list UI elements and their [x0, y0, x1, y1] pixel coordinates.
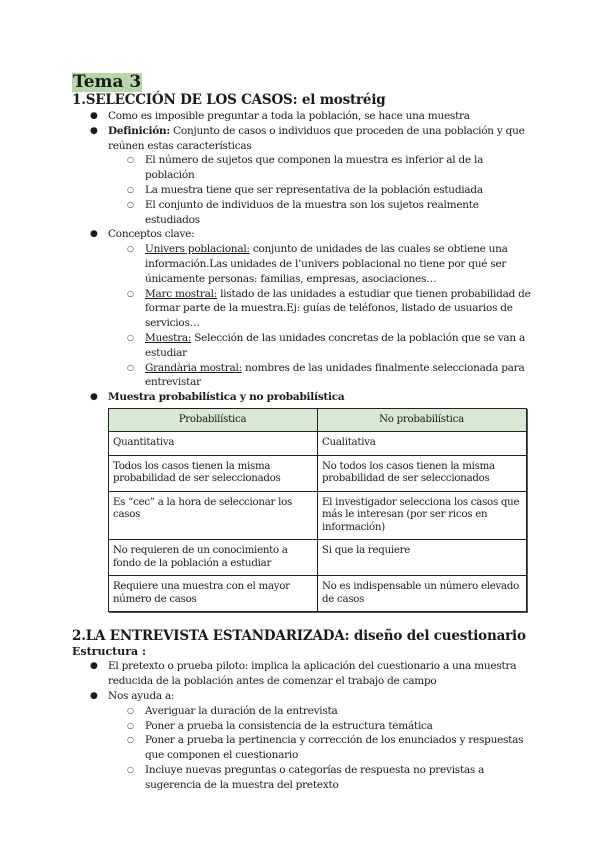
section2-list [72, 659, 532, 792]
bullet-icon: ● [90, 691, 98, 702]
sublist-item [72, 763, 532, 793]
list-item-definicion [72, 124, 532, 228]
bullet-icon: ● [90, 125, 98, 136]
concept-text: conjunto de unidades de las cuales se obtiene una información.Las unidades de l’univers poblacional no tiene por qué ser únicamente personas: familias, empresas, asociaciones… [145, 243, 508, 285]
table-cell: No todos los casos tienen la misma probabilidad de ser seleccionados [318, 455, 527, 491]
conceptos-sublist [108, 242, 532, 390]
sublist-item-text: Incluye nuevas preguntas o categorías de respuesta no previstas a sugerencia de la muestra del pretexto [145, 764, 485, 791]
sub-bullet-icon: ○ [127, 705, 134, 715]
list-item-text: Nos ayuda a: [108, 690, 175, 703]
section-spacer [72, 612, 532, 628]
document-page [72, 72, 532, 793]
estructura-subheading: Estructura : [72, 645, 147, 659]
sub-bullet-icon: ○ [127, 720, 134, 730]
sublist-item [72, 153, 532, 183]
table-cell: No es indispensable un número elevado de casos [318, 576, 527, 612]
concept-term: Univers poblacional: [145, 243, 250, 256]
table-header-probabilistica: Probabilística [109, 408, 318, 432]
table-cell: Todos los casos tienen la misma probabilidad de ser seleccionados [109, 455, 318, 491]
concept-muestra [72, 331, 532, 361]
sublist-item-text: Averiguar la duración de la entrevista [145, 704, 338, 717]
sublist-item [72, 704, 532, 719]
bullet-icon: ● [90, 661, 98, 672]
sub-bullet-icon: ○ [127, 155, 134, 165]
concept-text: listado de las unidades a estudiar que tienen probabilidad de formar parte de la muestra.Ej: guías de teléfonos, listado de usuarios de servicios… [145, 287, 531, 330]
table-row [109, 540, 527, 576]
tema-heading: Tema 3 [73, 72, 142, 92]
sub-bullet-icon: ○ [127, 184, 134, 194]
table-cell: Requiere una muestra con el mayor número de casos [109, 576, 318, 612]
sublist-item-text: El número de sujetos que componen la muestra es inferior al de la población [145, 154, 484, 182]
list-item [72, 109, 532, 124]
sublist-item [72, 198, 532, 228]
table-cell: Si que la requiere [318, 540, 527, 576]
bullet-icon: ● [90, 392, 98, 403]
concept-grandaria [72, 361, 532, 391]
concept-univers [72, 242, 532, 286]
definicion-text: Conjunto de casos o individuos que proceden de una población y que reúnen estas características [108, 124, 525, 152]
table-cell: Cualitativa [318, 432, 527, 456]
concept-term: Grandària mostral: [145, 361, 242, 374]
sub-bullet-icon: ○ [127, 765, 134, 775]
sub-bullet-icon: ○ [127, 244, 134, 254]
comparison-table [108, 408, 527, 613]
list-item-nos-ayuda [72, 689, 532, 793]
concept-text: Selección de las unidades concretas de la población que se van a estudiar [145, 331, 525, 359]
concept-term: Marc mostral: [145, 287, 218, 300]
sub-bullet-icon: ○ [127, 332, 134, 342]
section2-title: 2.LA ENTREVISTA ESTANDARIZADA: diseño del cuestionario [72, 628, 526, 645]
sub-bullet-icon: ○ [127, 735, 134, 745]
bullet-icon: ● [90, 111, 98, 121]
conceptos-label: Conceptos clave: [108, 228, 195, 241]
table-row [109, 455, 527, 491]
section1-title: 1.SELECCIÓN DE LOS CASOS: el mostréig [72, 92, 386, 108]
sub-bullet-icon: ○ [127, 199, 134, 209]
definicion-sublist [108, 153, 532, 227]
table-cell: Quantitativa [109, 432, 318, 456]
definicion-label: Definición: [108, 124, 171, 137]
table-row [109, 576, 527, 612]
sublist-item-text: La muestra tiene que ser representativa de la población estudiada [145, 183, 483, 196]
sub-bullet-icon: ○ [127, 362, 134, 372]
table-cell: Es “cec” a la hora de seleccionar los casos [109, 491, 318, 540]
list-item-muestra-prob [72, 390, 532, 405]
table-header-no-probabilistica: No probabilística [318, 408, 527, 432]
bullet-icon: ● [90, 229, 98, 240]
sub-bullet-icon: ○ [127, 288, 134, 298]
sublist-item-text: El conjunto de individuos de la muestra son los sujetos realmente estudiados [145, 198, 479, 226]
list-item-text: Como es imposible preguntar a toda la población, se hace una muestra [108, 110, 470, 122]
nos-ayuda-sublist [108, 704, 532, 793]
table-header-row [109, 408, 527, 432]
section1-list [72, 109, 532, 405]
list-item-text: El pretexto o prueba piloto: implica la aplicación del cuestionario a una muestra reducida de la población antes de comenzar el trabajo de campo [108, 660, 517, 688]
concept-text: nombres de las unidades finalmente seleccionada para entrevistar [145, 361, 525, 389]
sublist-item [72, 183, 532, 198]
concept-term: Muestra: [145, 331, 192, 344]
concept-marc [72, 287, 532, 331]
sublist-item [72, 719, 532, 734]
sublist-item-text: Poner a prueba la pertinencia y corrección de los enunciados y respuestas que componen el cuestionario [145, 734, 524, 762]
table-cell: El investigador selecciona los casos que más le interesan (por ser ricos en información) [318, 491, 527, 540]
table-cell: No requieren de un conocimiento a fondo de la población a estudiar [109, 540, 318, 576]
table-row [109, 491, 527, 540]
table-row [109, 432, 527, 456]
sublist-item [72, 733, 532, 763]
sublist-item-text: Poner a prueba la consistencia de la estructura temática [145, 719, 433, 732]
list-item [72, 659, 532, 689]
muestra-prob-label: Muestra probabilística y no probabilística [108, 391, 345, 404]
list-item-conceptos [72, 227, 532, 390]
